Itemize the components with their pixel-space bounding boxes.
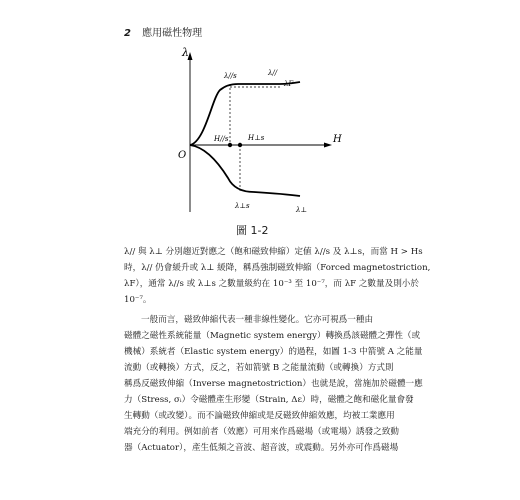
point-hs-perp bbox=[238, 143, 242, 147]
point-hs-parallel bbox=[228, 143, 232, 147]
paragraph-1 bbox=[124, 244, 431, 308]
label-lambda-parallel: λ// bbox=[268, 69, 278, 77]
label-lambda-perp: λ⊥ bbox=[296, 206, 308, 214]
paragraph-2-line: 器（Actuator），產生低頻之音波、超音波，或震動。另外亦可作爲磁場 bbox=[124, 443, 399, 453]
paragraph-2-line: 稱爲反磁致伸縮（Inverse magnetostriction）也就是說，當施加於磁體一應 bbox=[124, 379, 423, 389]
paragraph-2-line: 端充分的利用。例如前者（效應）可用來作爲磁場（或電場）誘發之致動 bbox=[124, 427, 400, 437]
label-lambda-perp-s: λ⊥s bbox=[235, 202, 250, 210]
paragraph-1-line: 時，λ// 仍會緩升或 λ⊥ 緩降，稱爲強制磁致伸縮（Forced magnetostriction, bbox=[124, 263, 431, 273]
x-axis-arrow bbox=[324, 143, 332, 148]
label-x-axis: H bbox=[333, 134, 342, 145]
paragraph-2-line: 流動（或轉換）方式，反之，若如箭號 B 之能量流動（或轉換）方式則 bbox=[124, 363, 394, 373]
paragraph-2-line: 機械）系統者（Elastic system energy）的過程，如圖 1-3 中箭號 A 之能量 bbox=[124, 347, 423, 357]
paragraph-1-line: λF），通常 λ//s 或 λ⊥s 之數量級約在 10⁻³ 至 10⁻⁷，而 λF 之數量及則小於 bbox=[124, 279, 419, 289]
magnetostriction-figure bbox=[160, 42, 360, 222]
label-y-axis: λ bbox=[182, 46, 189, 59]
lambda-parallel-curve bbox=[190, 82, 300, 145]
page-header bbox=[124, 24, 202, 39]
book-title: 應用磁性物理 bbox=[142, 28, 203, 39]
paragraph-1-line: 10⁻⁷。 bbox=[124, 295, 152, 305]
paragraph-2-line: 生轉動（或改變）。而不論磁致伸縮或是反磁致伸縮效應，均被工業應用 bbox=[124, 411, 395, 421]
label-origin: O bbox=[178, 150, 187, 161]
lambda-perp-curve bbox=[190, 145, 300, 196]
paragraph-1-line: λ// 與 λ⊥ 分別趨近對應之（飽和磁致伸縮）定値 λ//s 及 λ⊥s，而當 H > Hs bbox=[124, 247, 423, 257]
figure-caption: 圖 1-2 bbox=[236, 224, 269, 237]
label-h-parallel-s: H//s bbox=[214, 135, 229, 143]
paragraph-2 bbox=[124, 312, 424, 456]
label-lambda-parallel-s: λ//s bbox=[224, 72, 237, 80]
paragraph-2-line: 磁體之磁性系統能量（Magnetic system energy）轉換爲該磁體之彈性（或 bbox=[124, 331, 421, 341]
paragraph-2-line: 一般而言，磁致伸縮代表一種非線性變化。它亦可視爲一種由 bbox=[141, 315, 374, 325]
page-number: 2 bbox=[124, 28, 131, 39]
label-lambda-f: λF bbox=[284, 80, 294, 88]
label-h-perp-s: H⊥s bbox=[248, 134, 265, 142]
paragraph-2-line: 力（Stress, σᵢ）令磁體產生形變（Strain, Δε）時，磁體之飽和磁化量會發 bbox=[124, 395, 414, 405]
